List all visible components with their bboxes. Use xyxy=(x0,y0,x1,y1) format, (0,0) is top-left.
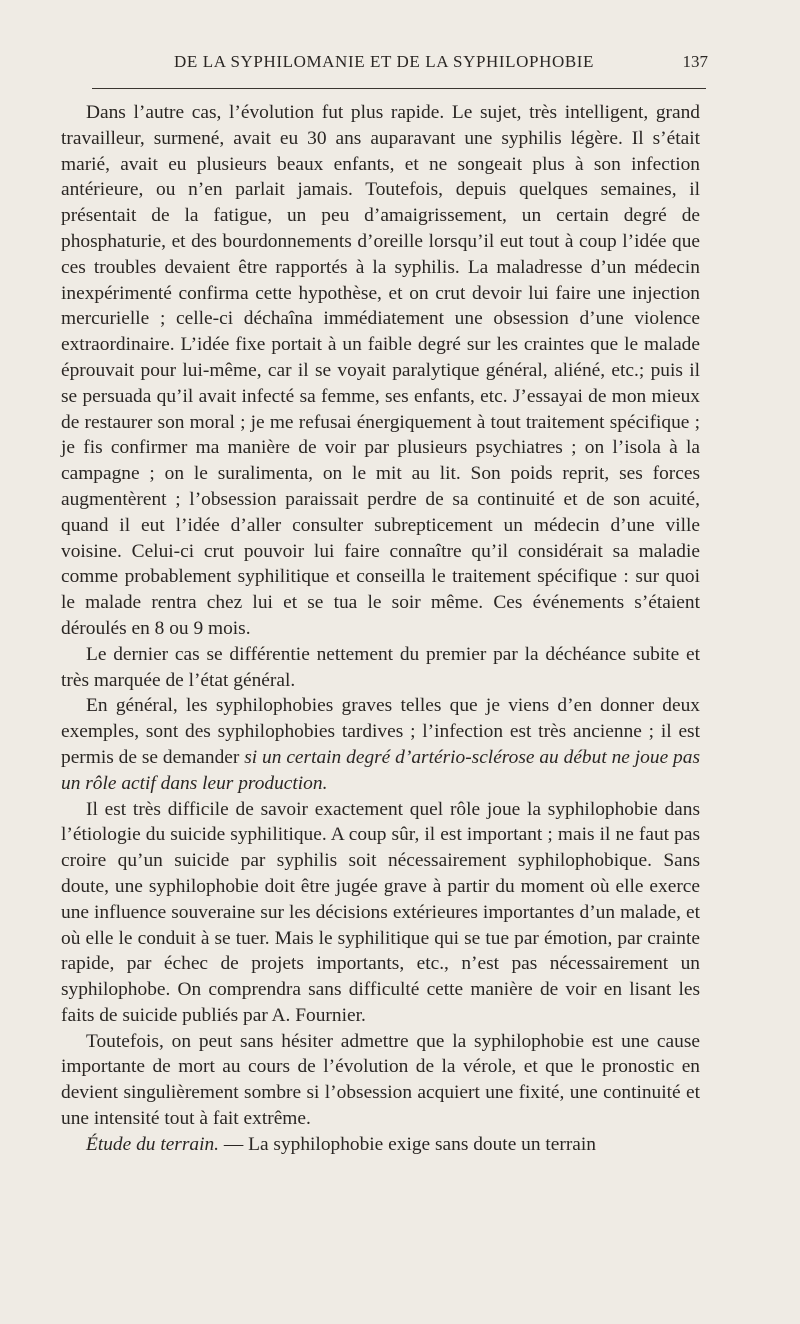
paragraph-1: Dans l’autre cas, l’évolution fut plus rapide. Le sujet, très intelligent, grand travailleur, surmené, avait eu 30 ans auparavant une syphilis légère. Il s’était marié, avait eu plusieurs beaux enfants, et ne songeait plus à son infection antérieure, ou n’en parlait jamais. Toutefois, depuis quelques semaines, il présentait de la fatigue, un peu d’amaigrissement, un certain degré de phosphaturie, et des bourdonnements d’oreille lorsqu’il eut tout à coup l’idée que ces troubles devaient être rapportés à la syphilis. La maladresse d’un médecin inexpérimenté confirma cette hypothèse, et on crut devoir lui faire une injection mercurielle ; celle-ci déchaîna immédiatement une obsession d’une violence extraordinaire. L’idée fixe portait à un faible degré sur les craintes que le malade éprouvait pour lui-même, car il se voyait paralytique général, aliéné, etc.; puis il se persuada qu’il avait infecté sa femme, ses enfants, etc. J’essayai de mon mieux de restaurer son moral ; je me refusai énergiquement à tout traitement spécifique ; je fis confirmer ma manière de voir par plusieurs psychiatres ; on l’isola à la campagne ; on le suralimenta, on le mit au lit. Son poids reprit, ses forces augmentèrent ; l’obsession paraissait perdre de sa continuité et de son acuité, quand il eut l’idée d’aller consulter subrepticement un médecin d’une ville voisine. Celui-ci crut pouvoir lui faire connaître qu’il considérait sa maladie comme probablement syphilitique et conseilla le traitement spécifique : sur quoi le malade rentra chez lui et se tua le soir même. Ces événements s’étaient déroulés en 8 ou 9 mois. xyxy=(61,102,700,639)
body-text xyxy=(61,100,700,1158)
paragraph-2: Le dernier cas se différentie nettement du premier par la déchéance subite et très marquée de l’état général. xyxy=(61,643,700,691)
page-number: 137 xyxy=(682,52,708,71)
paragraph-5: Toutefois, on peut sans hésiter admettre que la syphilophobie est une cause importante de mort au cours de l’évolution de la vérole, et que le pronostic en devient singulièrement sombre si l’obsession acquiert une fixité, une continuité et une intensité tout à fait extrême. xyxy=(61,1030,700,1130)
running-title: DE LA SYPHILOMANIE ET DE LA SYPHILOPHOBIE xyxy=(174,52,595,71)
section-heading-italic: Étude du terrain. xyxy=(86,1133,220,1155)
paragraph-3-text: En général, les syphilophobies graves telles que je viens d’en donner deux exemples, sont des syphilophobies tardives ; l’infection est très ancienne ; il est permis de se demander xyxy=(61,695,700,768)
running-header xyxy=(92,52,708,74)
paragraph-3-italic: si un certain degré d’artério-sclérose au début ne joue pas un rôle actif dans leur production. xyxy=(61,746,700,794)
paragraph-6 xyxy=(61,1132,700,1158)
paragraph-6-text: — La syphilophobie exige sans doute un terrain xyxy=(219,1133,596,1155)
paragraph-4: Il est très difficile de savoir exactement quel rôle joue la syphilophobie dans l’étiologie du suicide syphilitique. A coup sûr, il est important ; mais il ne faut pas croire qu’un suicide par syphilis soit nécessairement syphilophobique. Sans doute, une syphilophobie doit être jugée grave à partir du moment où elle exerce une influence souveraine sur les décisions extérieures importantes d’un malade, et où elle le conduit à se tuer. Mais le syphilitique qui se tue par émotion, par crainte rapide, par échec de projets importants, etc., n’est pas nécessairement un syphilophobe. On comprendra sans difficulté cette manière de voir en lisant les faits de suicide publiés par A. Fournier. xyxy=(61,798,700,1026)
header-rule xyxy=(92,88,706,89)
paragraph-3 xyxy=(61,693,700,796)
